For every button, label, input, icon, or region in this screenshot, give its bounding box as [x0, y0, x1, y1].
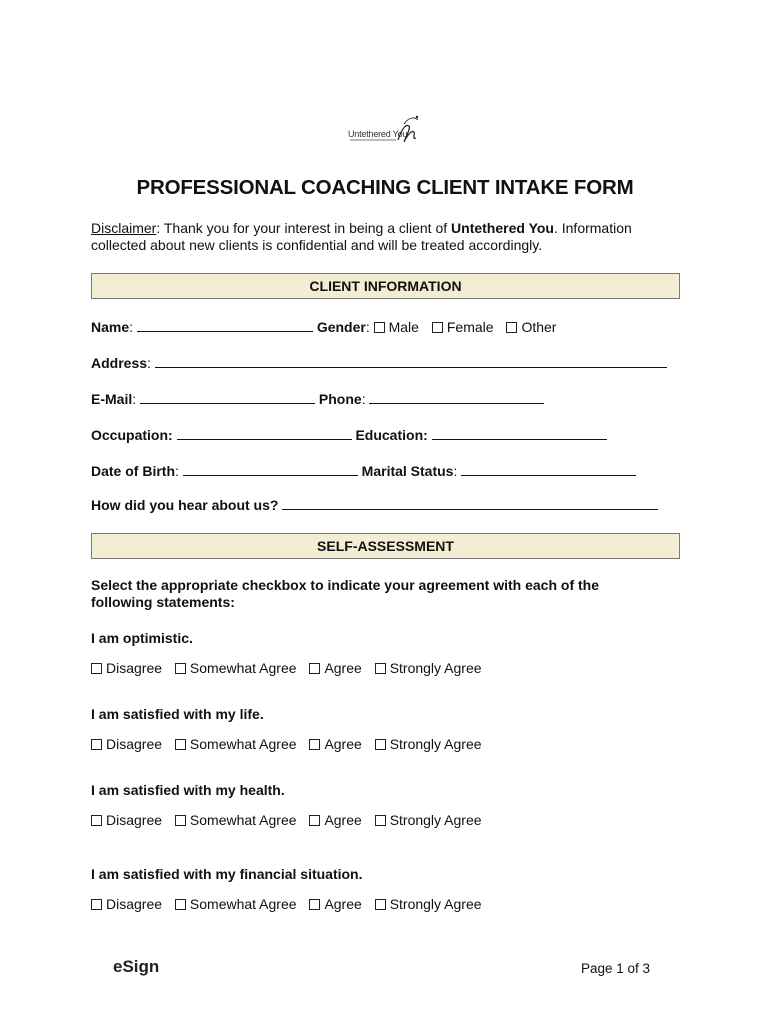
address-label: Address [91, 355, 148, 371]
option-label: Somewhat Agree [189, 896, 297, 912]
esign-button[interactable]: eSign [113, 957, 160, 976]
gender-male-checkbox[interactable] [374, 322, 385, 333]
education-field[interactable] [432, 427, 607, 440]
option-label: Disagree [106, 812, 163, 828]
statement-3-options [91, 812, 482, 828]
option-label: Disagree [106, 896, 163, 912]
email-field[interactable] [140, 391, 315, 404]
option-label: Strongly Agree [389, 896, 482, 912]
option-label: Agree [324, 736, 362, 752]
logo-text: Untethered You [348, 129, 408, 139]
option-label: Strongly Agree [389, 736, 482, 752]
section-header-self-assessment: SELF-ASSESSMENT [91, 533, 680, 559]
address-field[interactable] [155, 355, 667, 368]
occupation-education-row [91, 427, 607, 443]
statement-3: I am satisfied with my health. [91, 782, 285, 798]
s1-strongly-agree-checkbox[interactable] [375, 663, 386, 674]
gender-label: Gender [316, 319, 366, 335]
name-field[interactable] [137, 319, 313, 332]
gender-option-female: Female [446, 319, 494, 335]
dob-marital-row: Date of Birth: Marital Status: [91, 463, 636, 479]
s3-strongly-agree-checkbox[interactable] [375, 815, 386, 826]
occupation-field[interactable] [177, 427, 352, 440]
section-header-client-info: CLIENT INFORMATION [91, 273, 680, 299]
disclaimer-label: Disclaimer [91, 220, 157, 236]
assessment-instructions [91, 577, 691, 611]
referral-row [91, 497, 658, 513]
disclaimer-line-2: collected about new clients is confidential and will be treated accordingly. [91, 237, 543, 253]
statement-2-options [91, 736, 482, 752]
statement-4: I am satisfied with my financial situation. [91, 866, 363, 882]
option-label: Agree [324, 660, 362, 676]
option-label: Disagree [106, 660, 163, 676]
option-label: Strongly Agree [389, 660, 482, 676]
disclaimer-text-1: : Thank you for your interest in being a client of [156, 220, 452, 236]
address-row: Address: [91, 355, 667, 371]
gender-female-checkbox[interactable] [432, 322, 443, 333]
instructions-line-2: following statements: [91, 594, 235, 610]
name-gender-row: Name: Gender: Male Female Other [91, 319, 557, 335]
phone-field[interactable] [369, 391, 544, 404]
option-label: Somewhat Agree [189, 660, 297, 676]
name-label: Name [91, 319, 130, 335]
referral-label: How did you hear about us? [91, 497, 279, 513]
s4-agree-checkbox[interactable] [309, 899, 320, 910]
s2-somewhat-agree-checkbox[interactable] [175, 739, 186, 750]
option-label: Agree [324, 812, 362, 828]
statement-4-options [91, 896, 482, 912]
s1-agree-checkbox[interactable] [309, 663, 320, 674]
marital-status-field[interactable] [461, 463, 636, 476]
statement-2: I am satisfied with my life. [91, 706, 264, 722]
s1-disagree-checkbox[interactable] [91, 663, 102, 674]
gender-option-other: Other [521, 319, 557, 335]
logo-tagline [350, 139, 396, 141]
s4-somewhat-agree-checkbox[interactable] [175, 899, 186, 910]
form-title: PROFESSIONAL COACHING CLIENT INTAKE FORM [136, 176, 634, 199]
page-number: Page 1 of 3 [581, 961, 651, 976]
disclaimer-text-2: . Information [553, 220, 632, 236]
gender-other-checkbox[interactable] [506, 322, 517, 333]
s4-disagree-checkbox[interactable] [91, 899, 102, 910]
email-label: E-Mail [91, 391, 133, 407]
statement-1: I am optimistic. [91, 630, 193, 646]
statement-1-options [91, 660, 482, 676]
occupation-label: Occupation: [91, 427, 173, 443]
s3-somewhat-agree-checkbox[interactable] [175, 815, 186, 826]
phone-label: Phone [318, 391, 362, 407]
s2-strongly-agree-checkbox[interactable] [375, 739, 386, 750]
email-phone-row: E-Mail: Phone: [91, 391, 544, 407]
s2-disagree-checkbox[interactable] [91, 739, 102, 750]
dob-field[interactable] [183, 463, 358, 476]
s2-agree-checkbox[interactable] [309, 739, 320, 750]
s4-strongly-agree-checkbox[interactable] [375, 899, 386, 910]
option-label: Strongly Agree [389, 812, 482, 828]
s3-disagree-checkbox[interactable] [91, 815, 102, 826]
option-label: Somewhat Agree [189, 812, 297, 828]
marital-status-label: Marital Status [361, 463, 454, 479]
gender-option-male: Male [388, 319, 419, 335]
option-label: Agree [324, 896, 362, 912]
disclaimer-brand: Untethered You [451, 220, 554, 236]
s3-agree-checkbox[interactable] [309, 815, 320, 826]
s1-somewhat-agree-checkbox[interactable] [175, 663, 186, 674]
option-label: Disagree [106, 736, 163, 752]
disclaimer [91, 220, 691, 254]
option-label: Somewhat Agree [189, 736, 297, 752]
referral-field[interactable] [282, 497, 658, 510]
education-label: Education: [355, 427, 428, 443]
dob-label: Date of Birth [91, 463, 175, 479]
instructions-line-1: Select the appropriate checkbox to indicate your agreement with each of the [91, 577, 600, 593]
brand-logo [346, 114, 424, 148]
